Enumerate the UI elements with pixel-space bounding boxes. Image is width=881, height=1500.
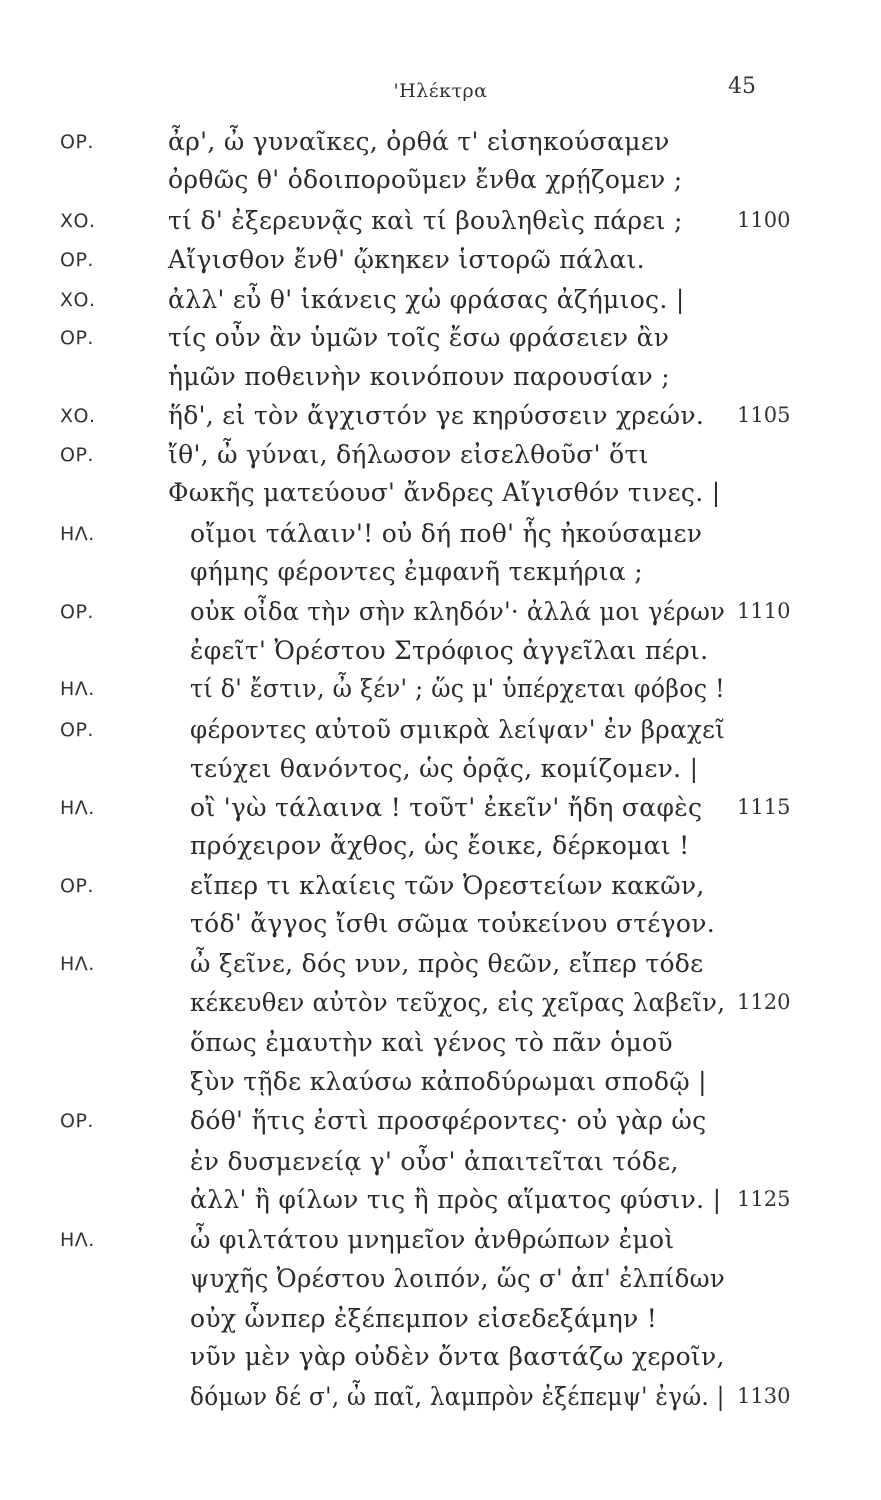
verse-text: ὦ φιλτάτου μνημεῖον ἀνθρώπων ἐμοὶ (190, 1225, 675, 1254)
verse-text: ὦ ξεῖνε, δός νυν, πρὸς θεῶν, εἴπερ τόδε (190, 949, 704, 978)
line-number: 1115 (737, 795, 791, 819)
verse-text: τόδ' ἄγγος ἴσθι σῶμα τοὐκείνου στέγον. (190, 909, 715, 938)
verse-text: δόθ' ἥτις ἐστὶ προσφέροντες· οὐ γὰρ ὡς (190, 1106, 707, 1135)
page-number: 45 (728, 74, 756, 99)
verse-text: τί δ' ἔστιν, ὦ ξέν' ; ὥς μ' ὑπέρχεται φόβος ! (190, 674, 725, 703)
speaker-label: ΟΡ. (60, 875, 94, 897)
verse-line (0, 206, 881, 250)
speaker-label: ΗΛ. (60, 523, 95, 545)
verse-text: ἀλλ' ἢ φίλων τις ἢ πρὸς αἵματος φύσιν. | (190, 1185, 722, 1214)
speaker-label: ΟΡ. (60, 1110, 94, 1132)
running-title: 'Ηλέκτρα (393, 80, 488, 102)
verse-line (0, 988, 881, 1032)
verse-text: ἥδ', εἰ τὸν ἄγχιστόν γε κηρύσσειν χρεών. (168, 401, 705, 430)
verse-text: νῦν μὲν γὰρ οὐδὲν ὄντα βαστάζω χεροῖν, (190, 1342, 725, 1371)
verse-text: Αἴγισθον ἔνθ' ᾤκηκεν ἱστορῶ πάλαι. (168, 245, 645, 274)
verse-text: δόμων δέ σ', ὦ παῖ, λαμπρὸν ἐξέπεμψ' ἐγώ. | (190, 1382, 725, 1411)
verse-text: οἲ 'γὼ τάλαινα ! τοῦτ' ἐκεῖν' ἤδη σαφὲς (190, 793, 703, 822)
speaker-label: ΟΡ. (60, 327, 94, 349)
verse-line (0, 557, 881, 601)
verse-line (0, 165, 881, 209)
verse-text: ψυχῆς Ὀρέστου λοιπόν, ὥς σ' ἀπ' ἐλπίδων (190, 1264, 725, 1293)
verse-line (0, 1185, 881, 1229)
verse-text: οὐχ ὧνπερ ἐξέπεμπον εἰσεδεξάμην ! (190, 1304, 658, 1333)
verse-text: ἴθ', ὦ γύναι, δήλωσον εἰσελθοῦσ' ὅτι (168, 440, 649, 469)
verse-line (0, 754, 881, 798)
speaker-label: ΟΡ. (60, 719, 94, 741)
verse-text: ὅπως ἐμαυτὴν καὶ γένος τὸ πᾶν ὁμοῦ (190, 1028, 673, 1057)
verse-line (0, 715, 881, 759)
verse-text: ἐφεῖτ' Ὀρέστου Στρόφιος ἀγγεῖλαι πέρι. (190, 636, 709, 665)
verse-text: τί δ' ἐξερευνᾷς καὶ τί βουληθεὶς πάρει ; (168, 206, 683, 235)
verse-line (0, 1264, 881, 1308)
verse-line (0, 674, 881, 718)
speaker-label: ΗΛ. (60, 1229, 95, 1251)
speaker-label: ΟΡ. (60, 249, 94, 271)
verse-text: τεύχει θανόντος, ὡς ὁρᾷς, κομίζομεν. | (190, 754, 699, 783)
line-number: 1125 (737, 1187, 791, 1211)
verse-text: φήμης φέροντες ἐμφανῆ τεκμήρια ; (190, 557, 643, 586)
verse-line (0, 831, 881, 875)
verse-line (0, 323, 881, 367)
verse-text: ὀρθῶς θ' ὁδοιποροῦμεν ἔνθα χρῄζομεν ; (168, 165, 683, 194)
verse-line (0, 1028, 881, 1072)
verse-text: εἴπερ τι κλαίεις τῶν Ὀρεστείων κακῶν, (190, 871, 705, 900)
verse-line (0, 245, 881, 289)
line-number: 1120 (737, 990, 791, 1014)
speaker-label: ΟΡ. (60, 601, 94, 623)
speaker-label: ΗΛ. (60, 797, 95, 819)
verse-text: Φωκῆς ματεύουσ' ἄνδρες Αἴγισθόν τινες. | (168, 478, 721, 507)
verse-line (0, 362, 881, 406)
speaker-label: ΧΟ. (60, 210, 96, 232)
line-number: 1130 (737, 1384, 791, 1408)
verse-text: ξὺν τῇδε κλαύσω κἀποδύρωμαι σποδῷ | (190, 1067, 707, 1096)
verse-text: τίς οὖν ἂν ὑμῶν τοῖς ἔσω φράσειεν ἂν (168, 323, 670, 352)
speaker-label: ΧΟ. (60, 405, 96, 427)
verse-line (0, 1382, 881, 1426)
verse-text: οἴμοι τάλαιν'! οὐ δή ποθ' ἧς ἠκούσαμεν (190, 519, 703, 548)
speaker-label: ΗΛ. (60, 953, 95, 975)
verse-line (0, 1106, 881, 1150)
verse-text: πρόχειρον ἄχθος, ὡς ἔοικε, δέρκομαι ! (190, 831, 690, 860)
verse-line (0, 1225, 881, 1269)
verse-text: φέροντες αὐτοῦ σμικρὰ λείψαν' ἐν βραχεῖ (190, 715, 726, 744)
speaker-label: ΗΛ. (60, 678, 95, 700)
speaker-label: ΟΡ. (60, 131, 94, 153)
verse-text: ἆρ', ὦ γυναῖκες, ὀρθά τ' εἰσηκούσαμεν (168, 127, 670, 156)
verse-line (0, 401, 881, 445)
verse-text: ἡμῶν ποθεινὴν κοινόπουν παρουσίαν ; (168, 362, 670, 391)
verse-line (0, 597, 881, 641)
speaker-label: ΟΡ. (60, 444, 94, 466)
verse-text: ἐν δυσμενείᾳ γ' οὖσ' ἀπαιτεῖται τόδε, (190, 1147, 679, 1176)
line-number: 1105 (737, 403, 791, 427)
line-number: 1110 (737, 599, 791, 623)
line-number: 1100 (737, 208, 791, 232)
verse-line (0, 909, 881, 953)
verse-text: ἀλλ' εὖ θ' ἱκάνεις χὠ φράσας ἀζήμιος. | (168, 285, 685, 314)
verse-line (0, 949, 881, 993)
speaker-label: ΧΟ. (60, 289, 96, 311)
verse-line (0, 478, 881, 522)
verse-line (0, 1342, 881, 1386)
verse-text: κέκευθεν αὐτὸν τεῦχος, εἰς χεῖρας λαβεῖν, (190, 988, 726, 1017)
verse-text: οὐκ οἶδα τὴν σὴν κληδόν'· ἀλλά μοι γέρων (190, 597, 726, 626)
verse-line (0, 1067, 881, 1111)
